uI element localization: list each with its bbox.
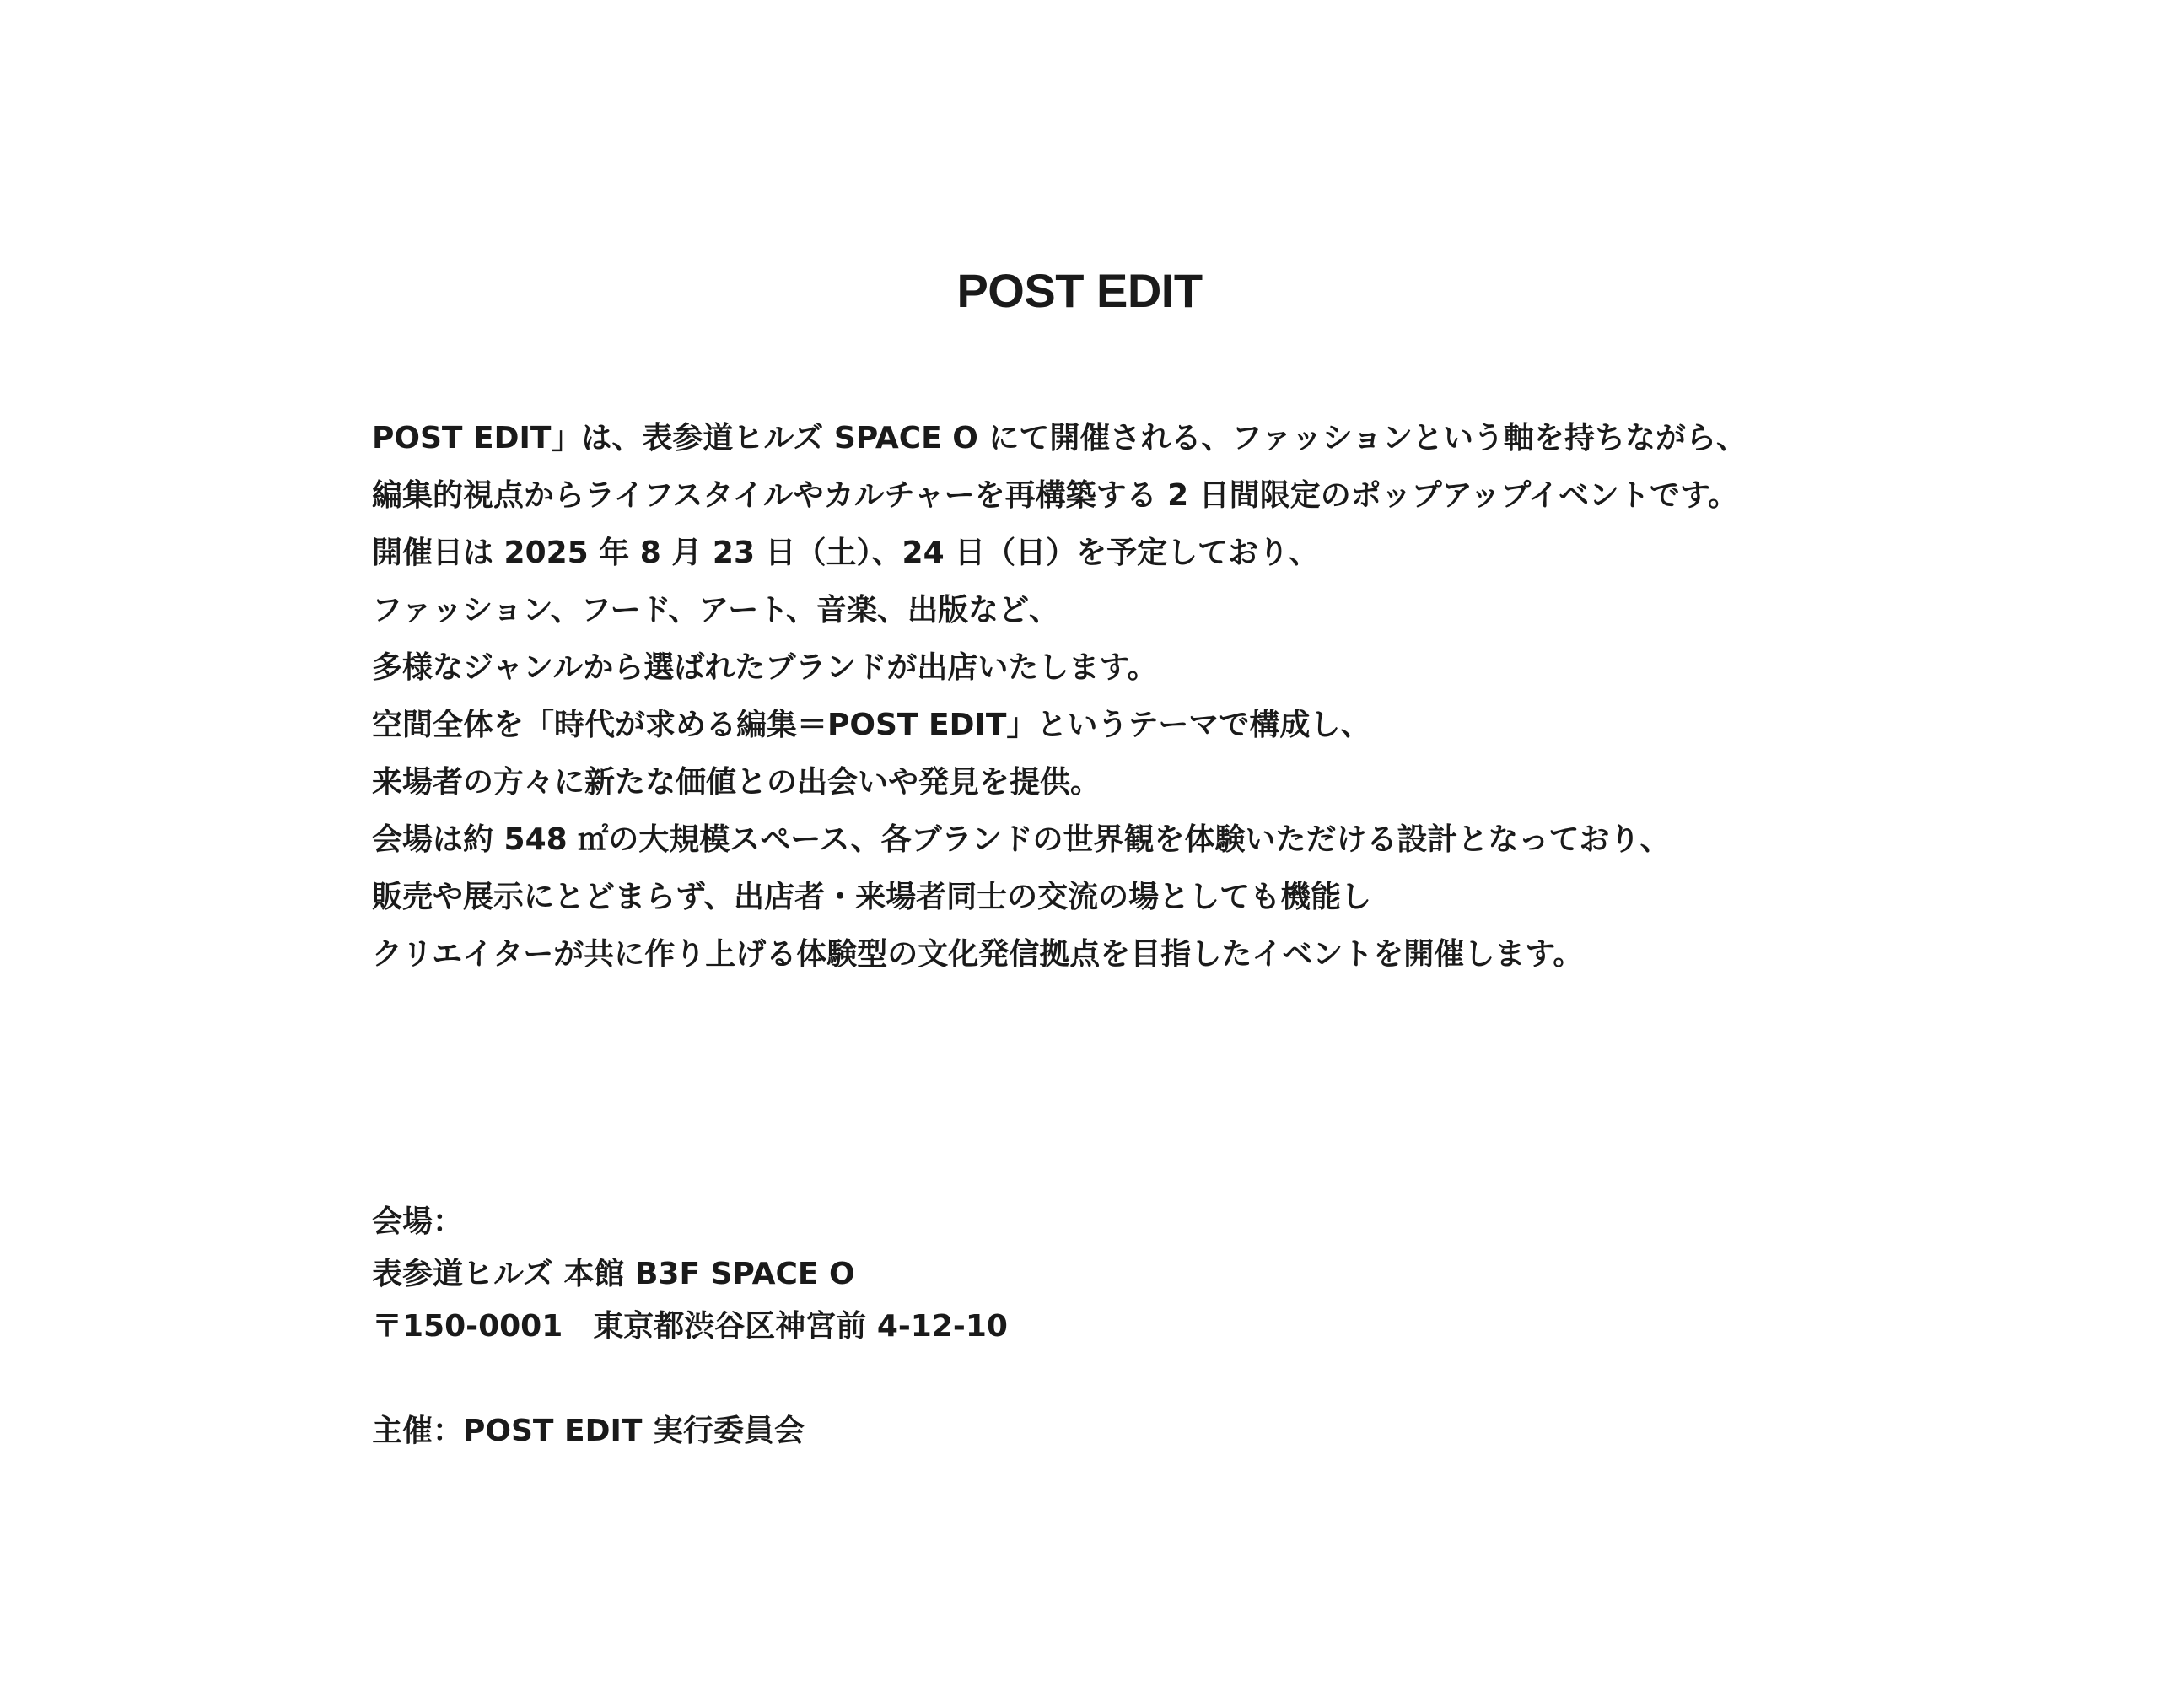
event-description: [372, 410, 1747, 983]
venue-address: 〒150-0001 東京都渋谷区神宮前 4-12-10: [372, 1309, 1008, 1344]
organizer: 主催：POST EDIT 実行委員会: [372, 1414, 805, 1448]
description-line: ファッション、フード、アート、音楽、出版など、: [372, 593, 1060, 628]
venue-label: 会場：: [372, 1204, 464, 1239]
description-line: 編集的視点からライフスタイルやカルチャーを再構築する 2 日間限定のポップアップイベントです。: [372, 478, 1739, 513]
description-line: 会場は約 548 ㎡の大規模スペース、各ブランドの世界観を体験いただける設計となっており、: [372, 822, 1671, 857]
description-line: クリエイターが共に作り上げる体験型の文化発信拠点を目指したイベントを開催します。: [372, 937, 1584, 972]
description-line: 開催日は 2025 年 8 月 23 日（土）、24 日（日）を予定しており、: [372, 536, 1320, 570]
venue-name: 表参道ヒルズ 本館 B3F SPACE O: [372, 1257, 855, 1291]
description-line: 空間全体を「時代が求める編集＝POST EDIT」というテーマで構成し、: [372, 708, 1371, 742]
description-line: POST EDIT」は、表参道ヒルズ SPACE O にて開催される、ファッションという軸を持ちながら、: [372, 421, 1747, 455]
description-line: 来場者の方々に新たな価値との出会いや発見を提供。: [372, 765, 1101, 800]
description-line: 多様なジャンルから選ばれたブランドが出店いたします。: [372, 650, 1158, 685]
page-title: POST EDIT: [956, 264, 1203, 317]
venue-info: [372, 1196, 1008, 1457]
spacer: [372, 1353, 1008, 1405]
description-line: 販売や展示にとどまらず、出店者・来場者同士の交流の場としても機能し: [372, 880, 1372, 914]
